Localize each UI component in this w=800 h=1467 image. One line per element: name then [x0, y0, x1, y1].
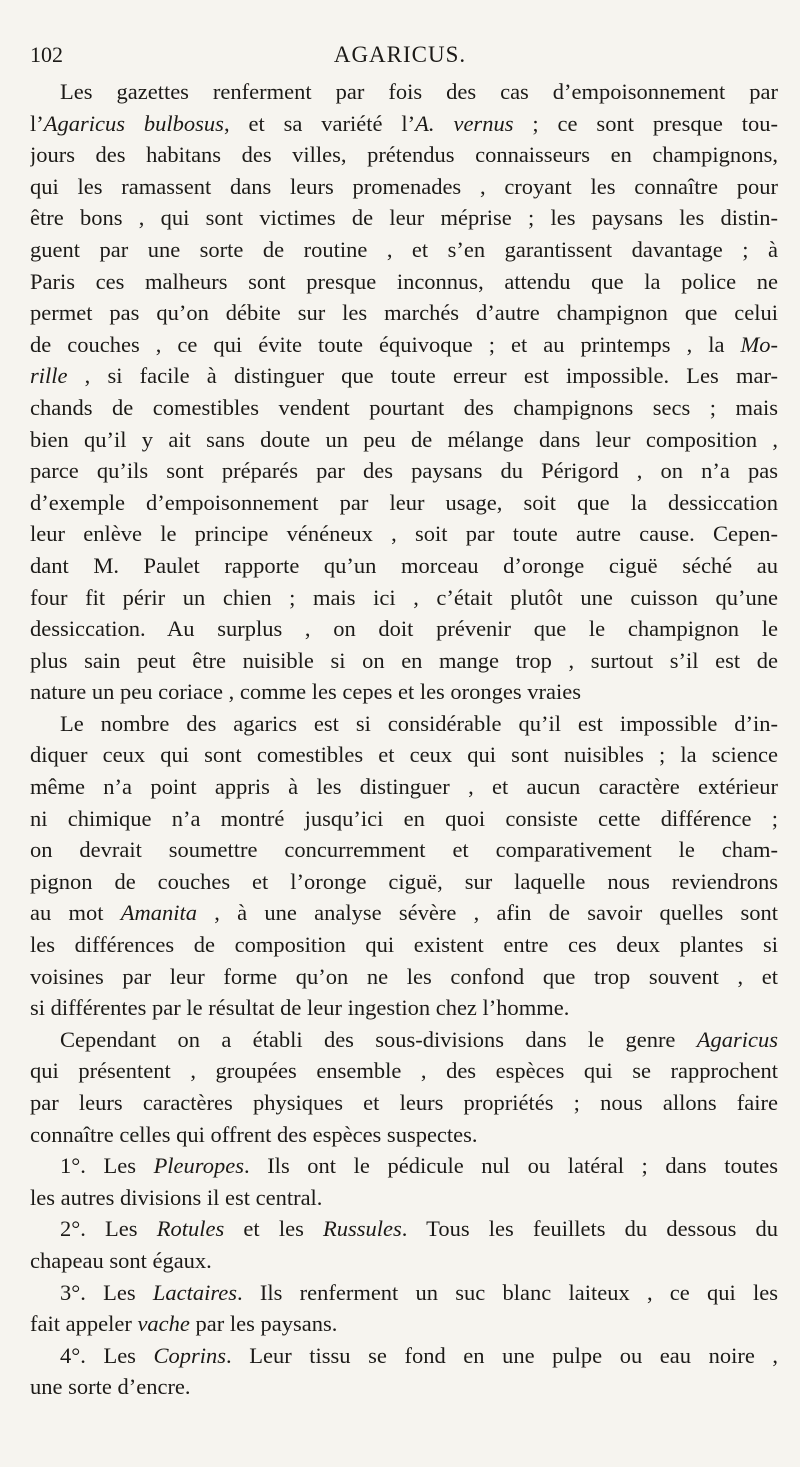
text-line	[30, 1087, 778, 1119]
text-run: connaître celles qui offrent des espèces suspectes.	[30, 1121, 478, 1147]
text-line	[30, 897, 778, 929]
text-run: dessiccation. Au surplus , on doit prévenir que le champignon le	[30, 616, 778, 642]
text-run: être bons , qui sont victimes de leur méprise ; les paysans les distin-	[30, 205, 778, 231]
text-line	[30, 297, 778, 329]
italic-term: Agaricus bulbosus	[43, 110, 224, 136]
text-line	[30, 992, 778, 1024]
text-line	[30, 708, 778, 740]
text-run: au mot	[30, 900, 121, 926]
text-line	[30, 645, 778, 677]
text-run: qui les ramassent dans leurs promenades , croyant les connaître pour	[30, 173, 778, 199]
text-line	[30, 676, 778, 708]
text-line	[30, 108, 778, 140]
text-line	[30, 329, 778, 361]
text-run: 2°. Les	[60, 1216, 157, 1242]
text-run: qui présentent , groupées ensemble , des espèces qui se rapprochent	[30, 1058, 778, 1084]
text-line	[30, 392, 778, 424]
text-run: une sorte d’encre.	[30, 1374, 191, 1400]
italic-term: Rotules	[156, 1216, 225, 1242]
text-run: , si facile à distinguer que toute erreur est impossible. Les mar-	[67, 363, 778, 389]
text-line	[30, 803, 778, 835]
text-line	[30, 171, 778, 203]
page-number: 102	[30, 42, 63, 67]
text-line	[30, 1150, 778, 1182]
text-run: permet pas qu’on débite sur les marchés d’autre champignon que celui	[30, 300, 778, 326]
italic-term: rille	[30, 363, 68, 389]
text-run: si différentes par le résultat de leur ingestion chez l’homme.	[30, 995, 570, 1021]
text-run: bien qu’il y ait sans doute un peu de mélange dans leur composition ,	[30, 426, 778, 452]
text-line	[30, 1371, 778, 1403]
text-run: par les paysans.	[189, 1311, 338, 1337]
text-line	[30, 1340, 778, 1372]
text-run: l’	[30, 110, 44, 136]
text-run: leur enlève le principe vénéneux , soit par toute autre cause. Cepen-	[30, 521, 778, 547]
text-line	[30, 1308, 778, 1340]
text-run: Le nombre des agarics est si considérable qu’il est impossible d’in-	[60, 710, 778, 736]
running-head: AGARICUS.	[333, 42, 467, 67]
text-line	[30, 1245, 778, 1277]
page-header	[30, 42, 770, 78]
text-run: guent par une sorte de routine , et s’en garantissent davantage ; à	[30, 236, 778, 262]
text-run: fait appeler	[30, 1311, 138, 1337]
italic-term: A. vernus	[415, 110, 514, 136]
text-run: Les gazettes renferment par fois des cas d’empoisonnement par	[60, 79, 778, 104]
text-run: , à une analyse sévère , afin de savoir quelles sont	[197, 900, 778, 926]
text-line	[30, 929, 778, 961]
italic-term: Mo-	[740, 331, 778, 357]
text-run: pignon de couches et l’oronge ciguë, sur laquelle nous reviendrons	[30, 868, 778, 894]
text-line	[30, 739, 778, 771]
text-line	[30, 961, 778, 993]
text-line	[30, 455, 778, 487]
text-run: nature un peu coriace , comme les cepes et les oronges vraies	[30, 679, 582, 705]
text-run: d’exemple d’empoisonnement par leur usage, soit que la dessiccation	[30, 489, 778, 515]
text-line	[30, 76, 778, 108]
text-line	[30, 550, 778, 582]
text-run: 1°. Les	[60, 1153, 154, 1179]
text-run: on devrait soumettre concurremment et comparativement le cham-	[30, 837, 778, 863]
italic-term: Russules	[323, 1216, 402, 1242]
italic-term: Coprins	[153, 1342, 227, 1368]
text-line	[30, 518, 778, 550]
text-line	[30, 613, 778, 645]
text-run: même n’a point appris à les distinguer , et aucun caractère extérieur	[30, 774, 778, 800]
text-line	[30, 424, 778, 456]
text-run: et les	[224, 1216, 324, 1242]
text-line	[30, 487, 778, 519]
text-run: voisines par leur forme qu’on ne les confond que trop souvent , et	[30, 963, 778, 989]
text-run: . Leur tissu se fond en une pulpe ou eau noire ,	[226, 1342, 778, 1368]
text-run: . Ils renferment un suc blanc laiteux , ce qui les	[237, 1279, 778, 1305]
italic-term: Pleuropes	[153, 1153, 244, 1179]
text-run: jours des habitans des villes, prétendus connaisseurs en champignons,	[30, 142, 778, 168]
italic-term: Agaricus	[696, 1026, 778, 1052]
text-run: 3°. Les	[60, 1279, 153, 1305]
text-run: par leurs caractères physiques et leurs propriétés ; nous allons faire	[30, 1090, 778, 1115]
text-run: ni chimique n’a montré jusqu’ici en quoi consiste cette différence ;	[30, 805, 778, 831]
text-line	[30, 1182, 778, 1214]
text-run: four fit périr un chien ; mais ici , c’était plutôt une cuisson qu’une	[30, 584, 778, 610]
text-line	[30, 1119, 778, 1151]
italic-term: Lactaires	[152, 1279, 238, 1305]
text-line	[30, 1055, 778, 1087]
text-line	[30, 1277, 778, 1309]
text-line	[30, 866, 778, 898]
text-run: Cependant on a établi des sous-divisions dans le genre	[60, 1026, 697, 1052]
text-line	[30, 202, 778, 234]
text-run: , et sa variété l’	[223, 110, 416, 136]
text-run: de couches , ce qui évite toute équivoque ; et au printemps , la	[30, 331, 741, 357]
text-run: les autres divisions il est central.	[30, 1184, 323, 1210]
text-line	[30, 360, 778, 392]
text-line	[30, 234, 778, 266]
text-run: . Tous les feuillets du dessous du	[401, 1216, 778, 1242]
text-run: 4°. Les	[60, 1342, 154, 1368]
text-run: ; ce sont presque tou-	[513, 110, 778, 136]
text-run: diquer ceux qui sont comestibles et ceux qui sont nuisibles ; la science	[30, 742, 778, 768]
text-line	[30, 834, 778, 866]
italic-term: vache	[137, 1311, 190, 1337]
text-line	[30, 1213, 778, 1245]
text-line	[30, 1024, 778, 1056]
text-run: . Ils ont le pédicule nul ou latéral ; dans toutes	[243, 1153, 778, 1179]
body-text	[30, 76, 778, 1403]
text-run: plus sain peut être nuisible si on en mange trop , surtout s’il est de	[30, 647, 778, 673]
text-line	[30, 771, 778, 803]
text-line	[30, 582, 778, 614]
text-line	[30, 139, 778, 171]
text-run: chapeau sont égaux.	[30, 1247, 212, 1273]
text-run: chands de comestibles vendent pourtant des champignons secs ; mais	[30, 394, 778, 420]
text-run: les différences de composition qui existent entre ces deux plantes si	[30, 932, 778, 958]
italic-term: Amanita	[120, 900, 198, 926]
text-run: dant M. Paulet rapporte qu’un morceau d’oronge ciguë séché au	[30, 552, 778, 578]
text-run: Paris ces malheurs sont presque inconnus, attendu que la police ne	[30, 268, 778, 294]
text-run: parce qu’ils sont préparés par des paysans du Périgord , on n’a pas	[30, 458, 778, 484]
text-line	[30, 266, 778, 298]
